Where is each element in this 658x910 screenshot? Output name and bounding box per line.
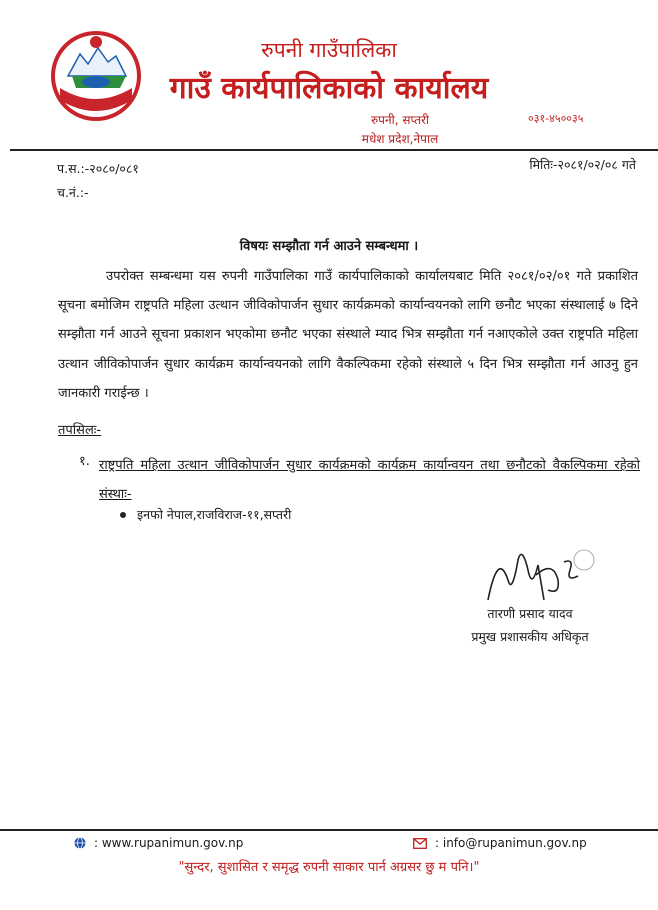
province-line: मधेश प्रदेश,नेपाल: [361, 132, 439, 146]
address-line: रुपनी, सप्तरी: [370, 113, 430, 127]
footer-email: [413, 836, 587, 850]
list-item: [120, 506, 291, 523]
reference-number: प.स.:-२०८०/०८१: [57, 161, 139, 176]
footer-divider: [0, 829, 658, 831]
mail-icon: [413, 838, 427, 849]
dispatch-number: च.नं.:-: [57, 185, 89, 200]
header-divider: [10, 149, 658, 151]
item-title: राष्ट्रपति महिला उत्थान जीविकोपार्जन सुधार कार्यक्रमको कार्यक्रम कार्यान्वयन तथा छनौटको वैकल्पिकमा रहेको संस्थाः-: [99, 458, 640, 502]
organization-name: इनफो नेपाल,राजविराज-११,सप्तरी: [137, 507, 292, 522]
footer-website: [74, 836, 243, 850]
footer-motto: "सुन्दर, सुशासित र समृद्ध रुपनी साकार पार्न अग्रसर छु म पनि।": [178, 860, 480, 875]
item-number: १.: [79, 454, 90, 469]
signatory-title: प्रमुख प्रशासकीय अधिकृत: [471, 629, 589, 644]
phone-number: ०३१-४५००३५: [528, 112, 584, 125]
email-link[interactable]: : info@rupanimun.gov.np: [435, 836, 587, 850]
bullet-icon: [120, 512, 126, 518]
letter-subject: विषयः सम्झौता गर्न आउने सम्बन्धमा ।: [239, 239, 419, 254]
office-name: गाउँ कार्यपालिकाको कार्यालय: [169, 71, 489, 106]
website-link[interactable]: : www.rupanimun.gov.np: [94, 836, 244, 850]
signature: [478, 540, 608, 610]
letter-body: उपरोक्त सम्बन्धमा यस रुपनी गाउँपालिका गाउँ कार्यपालिकाको कार्यालयबाट मिति २०८१/०२/०१ गते प्रकाशित सूचना बमोजिम राष्ट्रपति महिला उत्थान जीविकोपार्जन सुधार कार्यक्रमको कार्यान्वयनको लागि छनौट भएका संस्थालाई ७ दिने सम्झौता गर्न आउने सूचना प्रकाशन भएकोमा छनौट भएका संस्थाले म्याद भित्र सम्झौता गर्न नआएकोले उक्त राष्ट्रपति महिला उत्थान जीविकोपार्जन सुधार कार्यक्रम कार्यान्वयनको लागि वैकल्पिकमा रहेको संस्थाले ५ दिन भित्र सम्झौता गर्न आउनु हुन जानकारी गराईन्छ ।: [58, 269, 638, 401]
signatory-name: तारणी प्रसाद यादव: [487, 606, 573, 621]
globe-icon: [74, 837, 86, 849]
municipality-name: रुपनी गाउँपालिका: [261, 38, 397, 62]
details-heading: तपसिलः-: [58, 423, 102, 438]
letter-date: मितिः-२०८१/०२/०८ गते: [529, 157, 636, 172]
